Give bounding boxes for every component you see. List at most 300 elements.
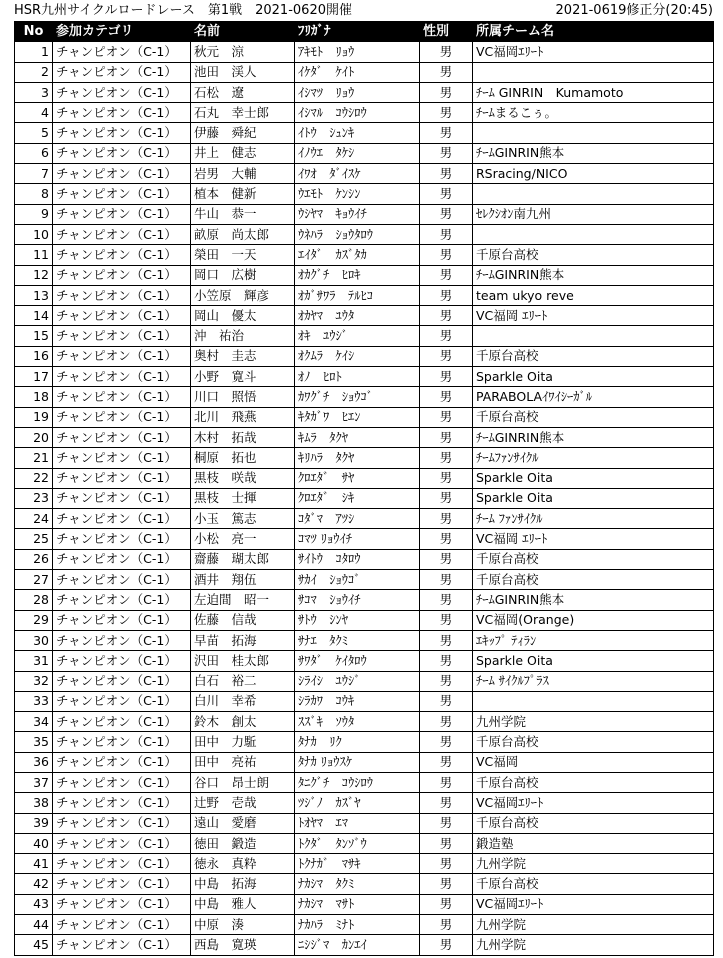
cell-category: チャンピオン（C-1） xyxy=(53,752,191,772)
table-row xyxy=(15,590,714,610)
cell-kana: ｵｶﾞｻﾜﾗ ﾃﾙﾋｺ xyxy=(295,285,420,305)
cell-no: 6 xyxy=(15,143,53,163)
cell-no: 26 xyxy=(15,549,53,569)
cell-kana: ﾀﾅｶ ﾘｮｳｽｹ xyxy=(295,752,420,772)
cell-kana: ｶﾜｸﾞﾁ ｼｮｳｺﾞ xyxy=(295,387,420,407)
cell-name: 小玉 篤志 xyxy=(191,509,295,529)
table-row xyxy=(15,894,714,914)
cell-kana: ｼﾗｶﾜ ｺｳｷ xyxy=(295,691,420,711)
cell-gender: 男 xyxy=(420,772,473,792)
cell-gender: 男 xyxy=(420,103,473,123)
table-row xyxy=(15,468,714,488)
cell-name: 酒井 翔伍 xyxy=(191,570,295,590)
cell-team: 千原台高校 xyxy=(473,874,714,894)
cell-no: 31 xyxy=(15,651,53,671)
table-row xyxy=(15,651,714,671)
cell-name: 中島 拓海 xyxy=(191,874,295,894)
cell-gender: 男 xyxy=(420,793,473,813)
table-row xyxy=(15,610,714,630)
cell-category: チャンピオン（C-1） xyxy=(53,833,191,853)
cell-name: 遠山 愛磨 xyxy=(191,813,295,833)
cell-no: 28 xyxy=(15,590,53,610)
cell-name: 畝原 尚太郎 xyxy=(191,224,295,244)
table-row xyxy=(15,224,714,244)
column-header-gender: 性別 xyxy=(420,22,473,42)
cell-no: 36 xyxy=(15,752,53,772)
cell-team: 千原台高校 xyxy=(473,245,714,265)
cell-no: 25 xyxy=(15,529,53,549)
cell-no: 15 xyxy=(15,326,53,346)
cell-kana: ｵｶｸﾞﾁ ﾋﾛｷ xyxy=(295,265,420,285)
cell-team: Sparkle Oita xyxy=(473,488,714,508)
table-row xyxy=(15,752,714,772)
cell-category: チャンピオン（C-1） xyxy=(53,935,191,955)
cell-category: チャンピオン（C-1） xyxy=(53,813,191,833)
cell-team: ｴｷｯﾌﾟ ﾃｨﾗﾝ xyxy=(473,630,714,650)
cell-kana: ｲﾄｳ ｼｭﾝｷ xyxy=(295,123,420,143)
cell-no: 30 xyxy=(15,630,53,650)
cell-gender: 男 xyxy=(420,570,473,590)
revision-label: 2021-0619修正分(20:45) xyxy=(555,3,713,18)
cell-kana: ｱｷﾓﾄ ﾘｮｳ xyxy=(295,42,420,62)
cell-team: 九州学院 xyxy=(473,935,714,955)
cell-team: 千原台高校 xyxy=(473,549,714,569)
cell-no: 9 xyxy=(15,204,53,224)
cell-no: 8 xyxy=(15,184,53,204)
cell-gender: 男 xyxy=(420,224,473,244)
table-row xyxy=(15,387,714,407)
cell-team: VC福岡ｴﾘｰﾄ xyxy=(473,894,714,914)
cell-name: 佐藤 信哉 xyxy=(191,610,295,630)
cell-team: ﾁｰﾑGINRIN熊本 xyxy=(473,427,714,447)
cell-category: チャンピオン（C-1） xyxy=(53,570,191,590)
cell-name: 川口 照悟 xyxy=(191,387,295,407)
cell-team xyxy=(473,224,714,244)
cell-kana: ｻｲﾄｳ ｺﾀﾛｳ xyxy=(295,549,420,569)
entry-table xyxy=(14,21,714,956)
cell-no: 18 xyxy=(15,387,53,407)
cell-name: 小野 寛斗 xyxy=(191,367,295,387)
table-row xyxy=(15,915,714,935)
cell-gender: 男 xyxy=(420,407,473,427)
cell-name: 沢田 桂太郎 xyxy=(191,651,295,671)
cell-no: 19 xyxy=(15,407,53,427)
cell-name: 岩男 大輔 xyxy=(191,164,295,184)
cell-no: 43 xyxy=(15,894,53,914)
table-row xyxy=(15,833,714,853)
cell-gender: 男 xyxy=(420,488,473,508)
cell-kana: ﾂｼﾞﾉ ｶｽﾞﾔ xyxy=(295,793,420,813)
table-row xyxy=(15,772,714,792)
table-row xyxy=(15,285,714,305)
cell-kana: ｵﾉ ﾋﾛﾄ xyxy=(295,367,420,387)
cell-no: 39 xyxy=(15,813,53,833)
cell-category: チャンピオン（C-1） xyxy=(53,184,191,204)
cell-name: 奥村 圭志 xyxy=(191,346,295,366)
cell-gender: 男 xyxy=(420,367,473,387)
cell-category: チャンピオン（C-1） xyxy=(53,285,191,305)
cell-kana: ｲｹﾀﾞ ｹｲﾄ xyxy=(295,62,420,82)
cell-gender: 男 xyxy=(420,854,473,874)
cell-name: 木村 拓哉 xyxy=(191,427,295,447)
cell-gender: 男 xyxy=(420,42,473,62)
cell-name: 齋藤 瑚太郎 xyxy=(191,549,295,569)
cell-team: ﾁｰﾑGINRIN熊本 xyxy=(473,590,714,610)
table-row xyxy=(15,367,714,387)
cell-no: 38 xyxy=(15,793,53,813)
cell-no: 13 xyxy=(15,285,53,305)
cell-gender: 男 xyxy=(420,935,473,955)
cell-category: チャンピオン（C-1） xyxy=(53,671,191,691)
cell-gender: 男 xyxy=(420,712,473,732)
cell-kana: ｸﾛｴﾀﾞ ｻﾔ xyxy=(295,468,420,488)
cell-kana: ﾀﾆｸﾞﾁ ｺｳｼﾛｳ xyxy=(295,772,420,792)
table-row xyxy=(15,509,714,529)
cell-name: 秋元 涼 xyxy=(191,42,295,62)
cell-gender: 男 xyxy=(420,387,473,407)
table-row xyxy=(15,874,714,894)
cell-team: ﾁｰﾑまるこぅ。 xyxy=(473,103,714,123)
cell-category: チャンピオン（C-1） xyxy=(53,407,191,427)
cell-name: 白川 幸希 xyxy=(191,691,295,711)
document-header xyxy=(14,2,713,20)
table-row xyxy=(15,184,714,204)
cell-category: チャンピオン（C-1） xyxy=(53,346,191,366)
cell-no: 32 xyxy=(15,671,53,691)
cell-kana: ｼﾗｲｼ ﾕｳｼﾞ xyxy=(295,671,420,691)
cell-name: 中島 雅人 xyxy=(191,894,295,914)
cell-no: 41 xyxy=(15,854,53,874)
cell-name: 中原 湊 xyxy=(191,915,295,935)
cell-no: 33 xyxy=(15,691,53,711)
cell-kana: ｷﾀｶﾞﾜ ﾋｴﾝ xyxy=(295,407,420,427)
cell-no: 24 xyxy=(15,509,53,529)
cell-no: 45 xyxy=(15,935,53,955)
cell-name: 黒枝 咲哉 xyxy=(191,468,295,488)
cell-gender: 男 xyxy=(420,123,473,143)
table-row xyxy=(15,82,714,102)
cell-name: 徳永 真粋 xyxy=(191,854,295,874)
cell-gender: 男 xyxy=(420,346,473,366)
cell-category: チャンピオン（C-1） xyxy=(53,245,191,265)
column-header-team: 所属チーム名 xyxy=(473,22,714,42)
column-header-no: No xyxy=(15,22,53,42)
cell-kana: ﾄｸﾅｶﾞ ﾏｻｷ xyxy=(295,854,420,874)
cell-category: チャンピオン（C-1） xyxy=(53,387,191,407)
cell-team: VC福岡ｴﾘｰﾄ xyxy=(473,42,714,62)
cell-category: チャンピオン（C-1） xyxy=(53,509,191,529)
cell-no: 23 xyxy=(15,488,53,508)
cell-gender: 男 xyxy=(420,833,473,853)
table-row xyxy=(15,671,714,691)
table-row xyxy=(15,245,714,265)
column-header-category: 参加カテゴリ xyxy=(53,22,191,42)
cell-kana: ﾆｼｼﾞﾏ ｶﾝｴｲ xyxy=(295,935,420,955)
cell-category: チャンピオン（C-1） xyxy=(53,306,191,326)
cell-gender: 男 xyxy=(420,326,473,346)
cell-kana: ｲﾉｳｴ ﾀｹｼ xyxy=(295,143,420,163)
table-row xyxy=(15,346,714,366)
cell-kana: ｻｶｲ ｼｮｳｺﾞ xyxy=(295,570,420,590)
cell-name: 鈴木 創太 xyxy=(191,712,295,732)
cell-category: チャンピオン（C-1） xyxy=(53,549,191,569)
cell-category: チャンピオン（C-1） xyxy=(53,143,191,163)
cell-kana: ｳｴﾓﾄ ｹﾝｼﾝ xyxy=(295,184,420,204)
table-row xyxy=(15,691,714,711)
table-row xyxy=(15,143,714,163)
cell-gender: 男 xyxy=(420,164,473,184)
cell-no: 14 xyxy=(15,306,53,326)
table-row xyxy=(15,62,714,82)
table-row xyxy=(15,265,714,285)
table-row xyxy=(15,103,714,123)
cell-category: チャンピオン（C-1） xyxy=(53,854,191,874)
cell-name: 牛山 恭一 xyxy=(191,204,295,224)
cell-category: チャンピオン（C-1） xyxy=(53,164,191,184)
cell-name: 左迫間 昭一 xyxy=(191,590,295,610)
cell-category: チャンピオン（C-1） xyxy=(53,651,191,671)
cell-name: 植本 健新 xyxy=(191,184,295,204)
cell-team xyxy=(473,184,714,204)
cell-no: 20 xyxy=(15,427,53,447)
cell-team: ｾﾚｸｼｵﾝ南九州 xyxy=(473,204,714,224)
table-row xyxy=(15,204,714,224)
cell-category: チャンピオン（C-1） xyxy=(53,326,191,346)
cell-no: 29 xyxy=(15,610,53,630)
cell-gender: 男 xyxy=(420,610,473,630)
cell-gender: 男 xyxy=(420,285,473,305)
cell-gender: 男 xyxy=(420,671,473,691)
table-row xyxy=(15,427,714,447)
cell-gender: 男 xyxy=(420,752,473,772)
cell-team: ﾁｰﾑ GINRIN Kumamoto xyxy=(473,82,714,102)
cell-kana: ｳﾈﾊﾗ ｼｮｳﾀﾛｳ xyxy=(295,224,420,244)
cell-category: チャンピオン（C-1） xyxy=(53,793,191,813)
cell-kana: ｻﾜﾀﾞ ｹｲﾀﾛｳ xyxy=(295,651,420,671)
cell-name: 谷口 昂士朗 xyxy=(191,772,295,792)
document-title: HSR九州サイクルロードレース 第1戦 2021-0620開催 xyxy=(14,3,352,18)
cell-category: チャンピオン（C-1） xyxy=(53,204,191,224)
cell-category: チャンピオン（C-1） xyxy=(53,610,191,630)
cell-team xyxy=(473,123,714,143)
cell-name: 白石 裕二 xyxy=(191,671,295,691)
cell-no: 40 xyxy=(15,833,53,853)
cell-kana: ﾅｶｼﾏ ﾀｸﾐ xyxy=(295,874,420,894)
table-row xyxy=(15,630,714,650)
cell-kana: ｻｺﾏ ｼｮｳｲﾁ xyxy=(295,590,420,610)
cell-team: RSracing/NICO xyxy=(473,164,714,184)
cell-kana: ｷﾘﾊﾗ ﾀｸﾔ xyxy=(295,448,420,468)
cell-no: 17 xyxy=(15,367,53,387)
cell-no: 21 xyxy=(15,448,53,468)
cell-team: 千原台高校 xyxy=(473,813,714,833)
cell-no: 5 xyxy=(15,123,53,143)
cell-gender: 男 xyxy=(420,549,473,569)
cell-name: 榮田 一天 xyxy=(191,245,295,265)
cell-name: 田中 力駈 xyxy=(191,732,295,752)
cell-category: チャンピオン（C-1） xyxy=(53,894,191,914)
column-header-kana: ﾌﾘｶﾞﾅ xyxy=(295,22,420,42)
table-row xyxy=(15,488,714,508)
cell-category: チャンピオン（C-1） xyxy=(53,915,191,935)
cell-no: 35 xyxy=(15,732,53,752)
cell-team: 千原台高校 xyxy=(473,407,714,427)
cell-category: チャンピオン（C-1） xyxy=(53,427,191,447)
cell-no: 12 xyxy=(15,265,53,285)
cell-gender: 男 xyxy=(420,245,473,265)
cell-no: 7 xyxy=(15,164,53,184)
cell-team: Sparkle Oita xyxy=(473,468,714,488)
cell-category: チャンピオン（C-1） xyxy=(53,630,191,650)
cell-kana: ﾀﾅｶ ﾘｸ xyxy=(295,732,420,752)
cell-team xyxy=(473,691,714,711)
cell-kana: ﾅｶｼﾏ ﾏｻﾄ xyxy=(295,894,420,914)
cell-no: 27 xyxy=(15,570,53,590)
table-row xyxy=(15,326,714,346)
cell-no: 1 xyxy=(15,42,53,62)
cell-category: チャンピオン（C-1） xyxy=(53,732,191,752)
cell-gender: 男 xyxy=(420,265,473,285)
cell-name: 石丸 幸士郎 xyxy=(191,103,295,123)
cell-team: 千原台高校 xyxy=(473,772,714,792)
cell-name: 小松 亮一 xyxy=(191,529,295,549)
cell-team: ﾁｰﾑ ｻｲｸﾙﾌﾟﾗｽ xyxy=(473,671,714,691)
cell-category: チャンピオン（C-1） xyxy=(53,874,191,894)
cell-gender: 男 xyxy=(420,448,473,468)
cell-team: VC福岡 ｴﾘｰﾄ xyxy=(473,529,714,549)
table-row xyxy=(15,732,714,752)
cell-kana: ｻﾄｳ ｼﾝﾔ xyxy=(295,610,420,630)
cell-team: 九州学院 xyxy=(473,854,714,874)
cell-team: team ukyo reve xyxy=(473,285,714,305)
table-row xyxy=(15,164,714,184)
cell-team: VC福岡(Orange) xyxy=(473,610,714,630)
cell-no: 16 xyxy=(15,346,53,366)
cell-name: 西島 寛瑛 xyxy=(191,935,295,955)
table-row xyxy=(15,448,714,468)
cell-team: PARABOLAｲﾜｲｼｰｶﾞﾙ xyxy=(473,387,714,407)
cell-name: 小笠原 輝彦 xyxy=(191,285,295,305)
cell-category: チャンピオン（C-1） xyxy=(53,265,191,285)
table-row xyxy=(15,854,714,874)
table-row xyxy=(15,570,714,590)
cell-team: Sparkle Oita xyxy=(473,651,714,671)
cell-no: 37 xyxy=(15,772,53,792)
table-row xyxy=(15,712,714,732)
cell-gender: 男 xyxy=(420,529,473,549)
table-row xyxy=(15,793,714,813)
cell-gender: 男 xyxy=(420,204,473,224)
cell-kana: ｸﾛｴﾀﾞ ｼｷ xyxy=(295,488,420,508)
table-body xyxy=(15,42,714,955)
cell-kana: ｺﾏﾂ ﾘｮｳｲﾁ xyxy=(295,529,420,549)
cell-gender: 男 xyxy=(420,427,473,447)
cell-team: 九州学院 xyxy=(473,915,714,935)
cell-kana: ｵｸﾑﾗ ｹｲｼ xyxy=(295,346,420,366)
cell-no: 3 xyxy=(15,82,53,102)
cell-category: チャンピオン（C-1） xyxy=(53,529,191,549)
cell-kana: ｷﾑﾗ ﾀｸﾔ xyxy=(295,427,420,447)
cell-name: 早苗 拓海 xyxy=(191,630,295,650)
cell-team: VC福岡ｴﾘｰﾄ xyxy=(473,793,714,813)
cell-team: ﾁｰﾑGINRIN熊本 xyxy=(473,143,714,163)
cell-name: 沖 祐治 xyxy=(191,326,295,346)
cell-name: 井上 健志 xyxy=(191,143,295,163)
cell-category: チャンピオン（C-1） xyxy=(53,42,191,62)
cell-gender: 男 xyxy=(420,82,473,102)
cell-kana: ｲｼﾏﾂ ﾘｮｳ xyxy=(295,82,420,102)
cell-category: チャンピオン（C-1） xyxy=(53,123,191,143)
cell-team xyxy=(473,326,714,346)
cell-gender: 男 xyxy=(420,630,473,650)
table-row xyxy=(15,306,714,326)
cell-team: 千原台高校 xyxy=(473,732,714,752)
cell-team: 鍛造塾 xyxy=(473,833,714,853)
cell-category: チャンピオン（C-1） xyxy=(53,772,191,792)
cell-team: 九州学院 xyxy=(473,712,714,732)
cell-no: 4 xyxy=(15,103,53,123)
cell-team: VC福岡 ｴﾘｰﾄ xyxy=(473,306,714,326)
cell-kana: ｽｽﾞｷ ｿｳﾀ xyxy=(295,712,420,732)
cell-kana: ﾄｸﾀﾞ ﾀﾝｿﾞｳ xyxy=(295,833,420,853)
cell-kana: ﾅｶﾊﾗ ﾐﾅﾄ xyxy=(295,915,420,935)
cell-category: チャンピオン（C-1） xyxy=(53,82,191,102)
cell-category: チャンピオン（C-1） xyxy=(53,712,191,732)
cell-category: チャンピオン（C-1） xyxy=(53,224,191,244)
cell-category: チャンピオン（C-1） xyxy=(53,448,191,468)
cell-category: チャンピオン（C-1） xyxy=(53,590,191,610)
cell-team: VC福岡 xyxy=(473,752,714,772)
table-row xyxy=(15,549,714,569)
cell-gender: 男 xyxy=(420,468,473,488)
cell-category: チャンピオン（C-1） xyxy=(53,488,191,508)
cell-team: Sparkle Oita xyxy=(473,367,714,387)
table-row xyxy=(15,935,714,955)
cell-kana: ﾄｵﾔﾏ ｴﾏ xyxy=(295,813,420,833)
cell-no: 44 xyxy=(15,915,53,935)
cell-category: チャンピオン（C-1） xyxy=(53,103,191,123)
cell-gender: 男 xyxy=(420,691,473,711)
cell-no: 34 xyxy=(15,712,53,732)
cell-team: 千原台高校 xyxy=(473,346,714,366)
cell-name: 岡口 広樹 xyxy=(191,265,295,285)
cell-team: ﾁｰﾑﾌｧﾝｻｲｸﾙ xyxy=(473,448,714,468)
cell-gender: 男 xyxy=(420,651,473,671)
cell-name: 桐原 拓也 xyxy=(191,448,295,468)
cell-category: チャンピオン（C-1） xyxy=(53,691,191,711)
table-header-row xyxy=(15,22,714,42)
cell-kana: ｵｷ ﾕｳｼﾞ xyxy=(295,326,420,346)
table-row xyxy=(15,529,714,549)
cell-gender: 男 xyxy=(420,813,473,833)
cell-name: 北川 飛燕 xyxy=(191,407,295,427)
cell-kana: ｺﾀﾞﾏ ｱﾂｼ xyxy=(295,509,420,529)
table-row xyxy=(15,42,714,62)
column-header-name: 名前 xyxy=(191,22,295,42)
cell-gender: 男 xyxy=(420,62,473,82)
table-row xyxy=(15,407,714,427)
cell-gender: 男 xyxy=(420,915,473,935)
cell-gender: 男 xyxy=(420,894,473,914)
cell-team: 千原台高校 xyxy=(473,570,714,590)
cell-name: 石松 遼 xyxy=(191,82,295,102)
cell-no: 22 xyxy=(15,468,53,488)
cell-name: 岡山 優太 xyxy=(191,306,295,326)
cell-gender: 男 xyxy=(420,306,473,326)
cell-gender: 男 xyxy=(420,874,473,894)
cell-category: チャンピオン（C-1） xyxy=(53,62,191,82)
cell-name: 辻野 壱哉 xyxy=(191,793,295,813)
